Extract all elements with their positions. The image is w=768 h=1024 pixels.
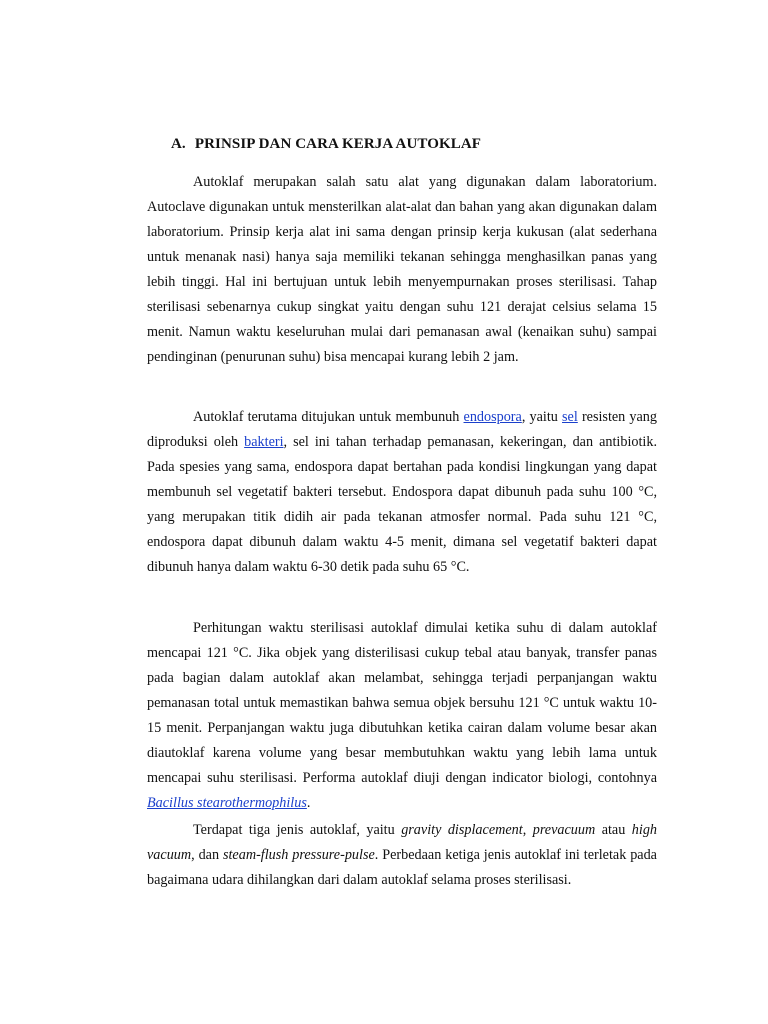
text-run: . Perbedaan ketiga jenis autoklaf ini terletak pada bagaimana udara dihilangkan dari dalam autoklaf selama proses sterilisasi. (147, 847, 657, 888)
paragraph-2 (147, 405, 657, 580)
section-number: A. (171, 136, 186, 152)
term-steam-flush-pressure-pulse: steam-flush pressure-pulse (222, 847, 375, 863)
link-sel[interactable]: sel (562, 409, 578, 425)
section-heading (171, 136, 481, 153)
term-prevacuum: prevacuum (532, 822, 596, 838)
link-endospora[interactable]: endospora (463, 409, 522, 425)
text-run: . (306, 795, 311, 811)
paragraph-4-text (147, 818, 657, 893)
text-run: Autoklaf terutama ditujukan untuk membunuh (193, 409, 464, 425)
text-run: , sel ini tahan terhadap pemanasan, kekeringan, dan antibiotik. Pada spesies yang sama, endospora dapat bertahan pada kondisi lingkungan yang dapat membunuh sel vegetatif bakteri tersebut. Endospora dapat dibunuh pada suhu 100 °C, yang merupakan titik didih air pada tekanan atmosfer normal. Pada suhu 121 °C, endospora dapat dibunuh dalam waktu 4-5 menit, dimana sel vegetatif bakteri dapat dibunuh hanya dalam waktu 6-30 detik pada suhu 65 °C. (147, 434, 657, 575)
text-run: Perhitungan waktu sterilisasi autoklaf dimulai ketika suhu di dalam autoklaf mencapai 121 °C. Jika objek yang disterilisasi cukup tebal atau banyak, transfer panas pada bagian dalam autoklaf akan melambat, sehingga terjadi perpanjangan waktu pemanasan total untuk memastikan bahwa semua objek bersuhu 121 °C untuk waktu 10-15 menit. Perpanjangan waktu juga dibutuhkan ketika cairan dalam volume besar akan diautoklaf karena volume yang besar membutuhkan waktu yang lebih lama untuk mencapai suhu sterilisasi. Performa autoklaf diuji dengan indicator biologi, contohnya (147, 620, 657, 786)
paragraph-2-text (147, 405, 657, 580)
paragraph-1 (147, 170, 657, 370)
term-high-vacuum: high vacuum (147, 822, 658, 863)
paragraph-1-text: Autoklaf merupakan salah satu alat yang digunakan dalam laboratorium. Autoclave digunakan untuk mensterilkan alat-alat dan bahan yang akan digunakan dalam laboratorium. Prinsip kerja alat ini sama dengan prinsip kerja kukusan (alat sederhana untuk menanak nasi) hanya saja memiliki tekanan sehingga menghasilkan panas yang lebih tinggi. Hal ini bertujuan untuk lebih menyempurnakan proses sterilisasi. Tahap sterilisasi sebenarnya cukup singkat yaitu dengan suhu 121 derajat celsius selama 15 menit. Namun waktu keseluruhan mulai dari pemanasan awal (kenaikan suhu) sampai pendinginan (penurunan suhu) bisa mencapai kurang lebih 2 jam. (147, 174, 657, 365)
link-bakteri[interactable]: bakteri (244, 434, 284, 450)
paragraph-3 (147, 616, 657, 816)
term-gravity-displacement: gravity displacement (401, 822, 523, 838)
section-title: PRINSIP DAN CARA KERJA AUTOKLAF (194, 136, 482, 152)
text-run: , yaitu (521, 409, 563, 425)
text-run: , (522, 822, 533, 838)
text-run: , dan (191, 847, 223, 863)
text-run: Terdapat tiga jenis autoklaf, yaitu (193, 822, 402, 838)
link-bacillus-stearothermophilus[interactable]: Bacillus stearothermophilus (147, 795, 307, 811)
paragraph-4 (147, 818, 657, 893)
text-run: atau (595, 822, 632, 838)
paragraph-3-text (147, 616, 657, 816)
text-run: resisten yang diproduksi oleh (147, 409, 657, 450)
